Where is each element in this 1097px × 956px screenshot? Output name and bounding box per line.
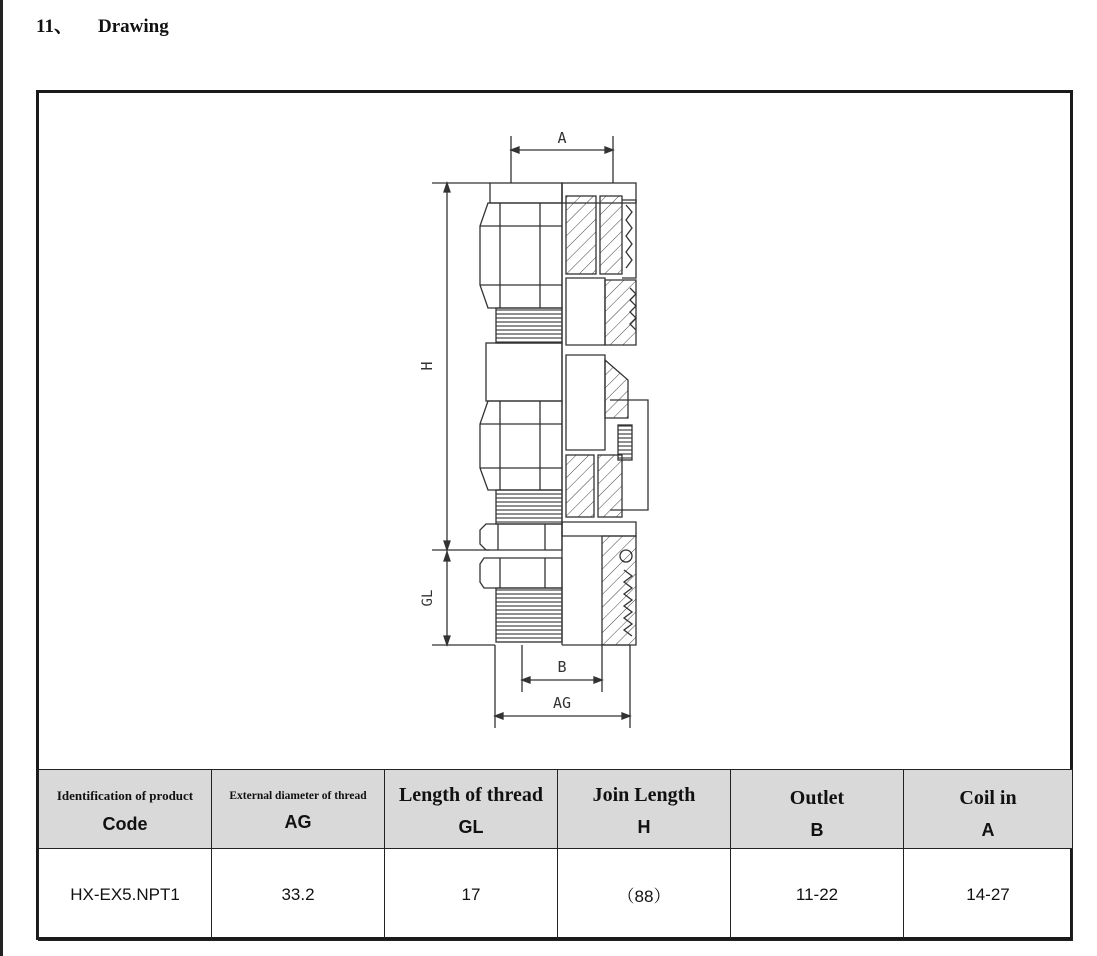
page-left-border [0, 0, 3, 956]
label-AG: AG [552, 694, 572, 712]
table-header-row [39, 770, 1073, 849]
header-cell-h [558, 770, 731, 849]
section-heading [36, 11, 169, 38]
header-top: Identification of product [56, 787, 194, 803]
dimension-GL [420, 550, 495, 645]
label-A: A [557, 129, 567, 147]
cell-gl: 17 [385, 849, 558, 941]
header-cell-a [904, 770, 1073, 849]
section-title: Drawing [98, 16, 169, 37]
table-row [39, 849, 1073, 941]
section-number: 11、 [36, 16, 73, 37]
cell-code: HX-EX5.NPT1 [39, 849, 212, 941]
header-bottom: GL [458, 817, 484, 837]
dimension-B [522, 645, 602, 692]
header-bottom: Code [102, 813, 148, 834]
cable-gland-drawing [380, 122, 680, 742]
header-top: Join Length [592, 784, 696, 806]
header-cell-b [731, 770, 904, 849]
cell-b: 11-22 [731, 849, 904, 941]
header-top: Coil in [959, 787, 1017, 809]
header-cell-gl [385, 770, 558, 849]
header-bottom: B [810, 820, 824, 840]
label-H: H [418, 361, 436, 371]
label-GL: GL [420, 589, 436, 607]
label-B: B [557, 658, 567, 676]
header-bottom: AG [284, 811, 312, 832]
header-top: Length of thread [398, 784, 544, 806]
cell-ag: 33.2 [212, 849, 385, 941]
header-bottom: H [637, 817, 651, 837]
header-top: External diameter of thread [229, 789, 367, 802]
header-cell-code [39, 770, 212, 849]
gland-exterior-view [480, 183, 562, 642]
dimension-A [511, 129, 613, 183]
dimension-H [418, 183, 490, 550]
cell-h: （88） [558, 849, 731, 941]
cell-a: 14-27 [904, 849, 1073, 941]
specification-table [38, 769, 1073, 941]
header-top: Outlet [789, 787, 845, 809]
gland-section-view [562, 183, 648, 645]
header-cell-ag [212, 770, 385, 849]
header-bottom: A [981, 820, 995, 840]
